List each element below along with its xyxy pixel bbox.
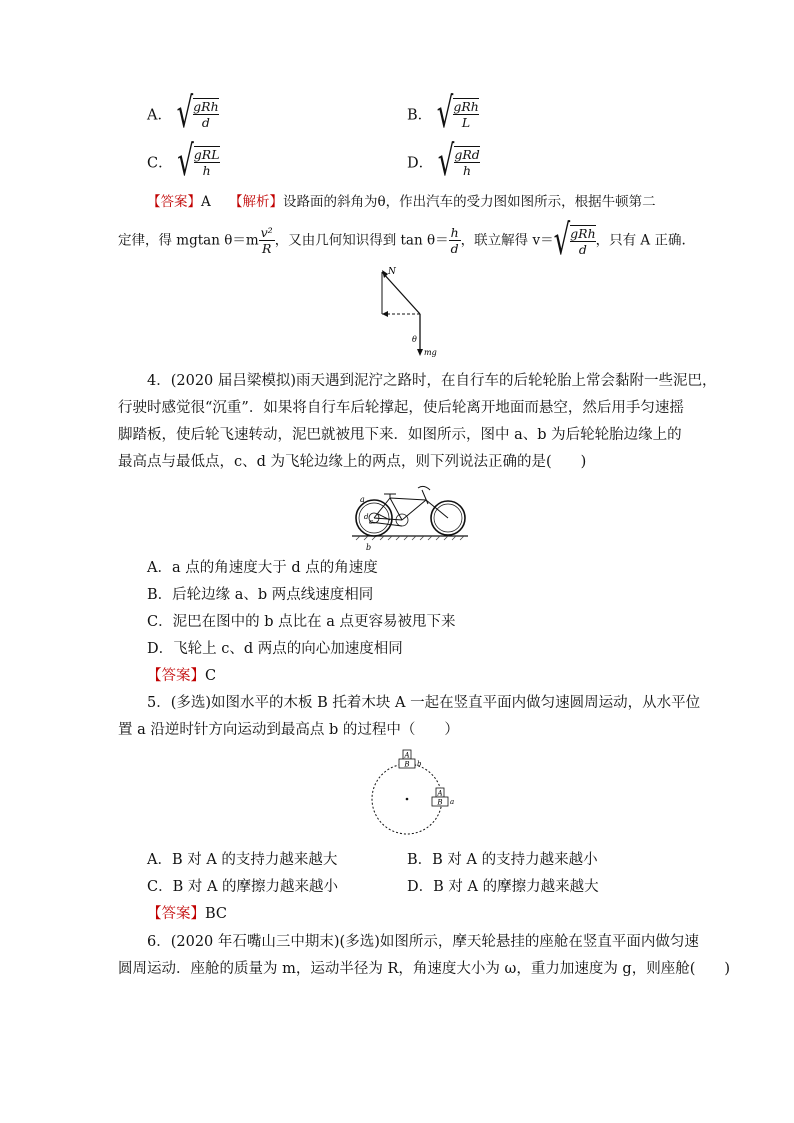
bicycle-figure [350, 478, 470, 552]
q4-line-4: 最高点与最低点，c、d 为飞轮边缘上的两点，则下列说法正确的是( ) [118, 454, 587, 470]
q4-answer-line [147, 664, 216, 685]
fraction-h-over-d [449, 224, 461, 256]
fraction-denominator: R [261, 240, 272, 256]
answer-value: C [205, 668, 217, 684]
fraction-numerator: gRL [193, 147, 220, 162]
normal-force-arrow [382, 272, 420, 314]
option-label: B． [407, 107, 433, 124]
label-a-block: A [404, 751, 410, 760]
label-a: a [360, 495, 365, 504]
label-a-block: A [437, 789, 443, 798]
sqrt-expression: √ $\frac{\text{gRh}}{L}$ [436, 90, 479, 138]
sqrt-expression: √ $\frac{\text{gRL}}{h}$ [177, 138, 220, 186]
label-position-b: b [417, 760, 422, 768]
analysis-text: ，又由几何知识得到 tan θ＝ [274, 232, 449, 249]
fraction-numerator: h [450, 224, 459, 240]
q3-option-c [147, 138, 220, 186]
q5-option-b: B．B 对 A 的支持力越来越小 [407, 852, 598, 868]
q4-line-1: 4．(2020 届吕梁模拟)雨天遇到泥泞之路时，在自行车的后轮轮胎上常会黏附一些泥巴， [147, 373, 717, 389]
option-label: C． [147, 155, 173, 172]
analysis-text: ，只有 A 正确. [595, 232, 686, 249]
label-c: c [369, 518, 373, 526]
fraction-numerator: v² [260, 224, 273, 240]
fraction-denominator: L [461, 115, 471, 130]
answer-value: A [201, 194, 211, 210]
option-label: D． [407, 155, 434, 172]
circular-motion-figure [366, 748, 462, 836]
analysis-tag: 【解析】 [229, 194, 284, 210]
q4-option-c: C．泥巴在图中的 b 点比在 a 点更容易被甩下来 [147, 614, 456, 630]
q5-option-d: D．B 对 A 的摩擦力越来越大 [407, 879, 599, 895]
label-n: N [388, 267, 396, 277]
answer-tag: 【答案】 [147, 906, 205, 922]
fraction-v2-over-r [259, 224, 275, 256]
q4-option-d: D．飞轮上 c、d 两点的向心加速度相同 [147, 641, 403, 657]
arrowhead [417, 349, 423, 356]
q4-line-3: 脚踏板，使后轮飞速转动，泥巴就被甩下来．如图所示，图中 a、b 为后轮轮胎边缘上的 [118, 427, 682, 443]
q5-option-c: C．B 对 A 的摩擦力越来越小 [147, 879, 339, 895]
fraction-denominator: h [463, 163, 472, 178]
q4-line-2: 行驶时感觉很“沉重”．如果将自行车后轮撑起，使后轮离开地面而悬空，然后用手匀速摇 [118, 400, 684, 416]
label-b: b [366, 543, 372, 552]
sqrt-expression: √ $\frac{\text{gRh}}{d}$ [176, 90, 219, 138]
label-position-a: a [450, 798, 455, 806]
sqrt-expression: √ $\frac{\text{gRh}}{d}$ [553, 217, 596, 265]
analysis-text: ，联立解得 v＝ [460, 232, 554, 249]
option-label: A． [147, 107, 172, 124]
label-d: d [364, 513, 369, 521]
q4-option-b: B．后轮边缘 a、b 两点线速度相同 [147, 587, 374, 603]
fraction-denominator: d [201, 115, 210, 130]
fraction-denominator: d [450, 240, 459, 256]
sqrt-expression: √ $\frac{\text{gRd}}{h}$ [437, 138, 480, 186]
fraction-denominator: h [202, 163, 211, 178]
q5-option-a: A．B 对 A 的支持力越来越大 [147, 852, 338, 868]
q3-option-a [147, 90, 219, 138]
q3-analysis-line-2 [118, 217, 686, 265]
label-theta: θ [412, 335, 417, 344]
q5-line-1: 5．(多选)如图水平的木板 B 托着木块 A 一起在竖直平面内做匀速圆周运动，从水平位 [147, 695, 701, 711]
fraction-denominator: d [578, 242, 587, 257]
fraction-numerator: gRd [454, 147, 480, 162]
answer-tag: 【答案】 [147, 668, 205, 684]
arrowhead [382, 311, 388, 317]
label-mg: mg [424, 348, 437, 357]
analysis-text: 设路面的斜角为θ，作出汽车的受力图如图所示，根据牛顿第二 [283, 194, 656, 210]
q3-option-d [407, 138, 480, 186]
q5-line-2: 置 a 沿逆时针方向运动到最高点 b 的过程中（ ） [118, 722, 459, 738]
center-dot [406, 798, 409, 801]
label-b-board: B [437, 798, 443, 807]
label-b-board: B [404, 760, 410, 769]
force-diagram [360, 262, 450, 358]
answer-value: BC [205, 906, 228, 922]
answer-tag: 【答案】 [147, 194, 201, 210]
q6-line-2: 圆周运动．座舱的质量为 m，运动半径为 R，角速度大小为 ω，重力加速度为 g，则座舱( ) [118, 961, 731, 977]
q4-option-a: A．a 点的角速度大于 d 点的角速度 [147, 560, 378, 576]
analysis-text: 定律，得 mgtan θ＝m [118, 232, 259, 249]
fraction-numerator: gRh [193, 99, 219, 114]
q6-line-1: 6．(2020 年石嘴山三中期末)(多选)如图所示，摩天轮悬挂的座舱在竖直平面内做匀速 [147, 934, 699, 950]
q3-answer-line [147, 190, 656, 210]
fraction-numerator: gRh [453, 99, 479, 114]
q5-answer-line [147, 902, 227, 923]
q3-option-b [407, 90, 479, 138]
fraction-numerator: gRh [570, 226, 596, 241]
